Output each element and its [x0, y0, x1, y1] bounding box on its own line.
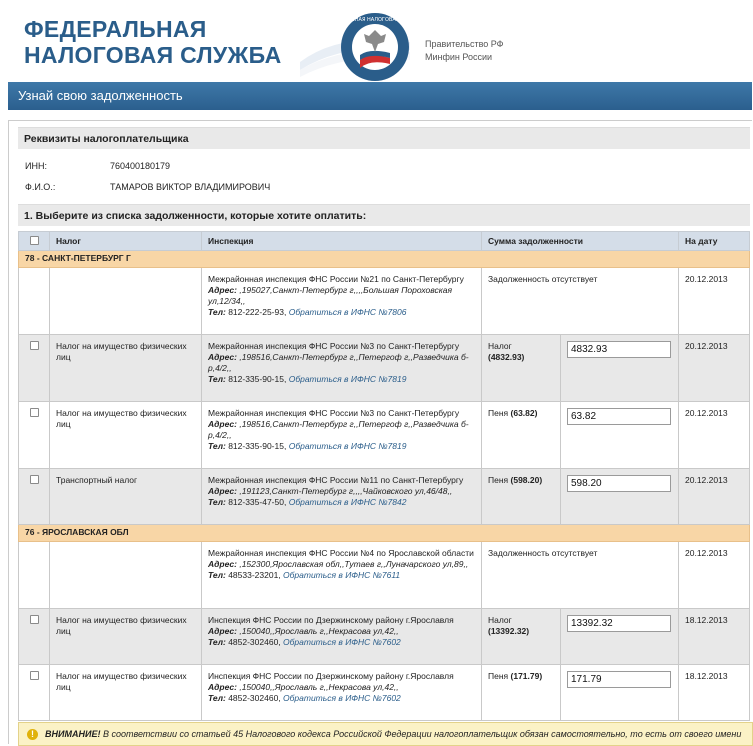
amount-type: Налог [488, 615, 512, 625]
tax-name: Налог на имущество физических лиц [50, 335, 202, 402]
gov-link-government[interactable]: Правительство РФ [425, 39, 504, 49]
phone-value: 4852-302460, [225, 693, 281, 703]
address-value: ,152300,Ярославская обл,,Тутаев г,,Луначарского ул,89,, [236, 559, 469, 569]
amount-input-cell [561, 335, 679, 402]
debt-date: 20.12.2013 [679, 469, 750, 525]
tax-name: Налог на имущество физических лиц [50, 609, 202, 665]
row-select-cell [19, 402, 50, 469]
debt-date: 20.12.2013 [679, 402, 750, 469]
phone-label: Тел: [208, 497, 226, 507]
no-debt-text: Задолженность отсутствует [482, 268, 679, 335]
row-checkbox[interactable] [30, 615, 39, 624]
debt-date: 18.12.2013 [679, 609, 750, 665]
inspection-name: Межрайонная инспекция ФНС России №11 по Санкт-Петербургу [208, 475, 464, 485]
debt-date: 20.12.2013 [679, 268, 750, 335]
row-select-cell [19, 335, 50, 402]
address-label: Адрес: [208, 352, 237, 362]
row-select-cell [19, 665, 50, 721]
region-name: 78 - САНКТ-ПЕТЕРБУРГ Г [19, 251, 750, 268]
amount-type-cell [482, 665, 561, 721]
gov-links [425, 38, 504, 64]
phone-value: 48533-23201, [225, 570, 281, 580]
logo-line-1: ФЕДЕРАЛЬНАЯ [24, 16, 207, 42]
contact-ifns-link[interactable]: Обратиться в ИФНС №7819 [288, 441, 407, 451]
phone-value: 4852-302460, [225, 637, 281, 647]
taxpayer-section-title: Реквизиты налогоплательщика [18, 127, 750, 149]
row-select-cell [19, 542, 50, 609]
debt-date: 20.12.2013 [679, 335, 750, 402]
amount-type: Пеня [488, 671, 509, 681]
col-tax[interactable]: Налог [50, 232, 202, 251]
address-value: ,198516,Санкт-Петербург г,,Петергоф г,,Разведчика б-р,4/2,, [208, 352, 469, 373]
tax-name [50, 542, 202, 609]
region-row [19, 251, 750, 268]
address-value: ,150040,,Ярославль г,,Некрасова ул,42,, [236, 682, 399, 692]
notice-bold: ВНИМАНИЕ! [45, 729, 101, 739]
inspection-cell [202, 268, 482, 335]
region-name: 76 - ЯРОСЛАВСКАЯ ОБЛ [19, 525, 750, 542]
amount-value: (13392.32) [488, 626, 530, 636]
warning-notice [18, 722, 753, 746]
row-checkbox[interactable] [30, 341, 39, 350]
inspection-cell [202, 609, 482, 665]
tax-name: Налог на имущество физических лиц [50, 402, 202, 469]
phone-label: Тел: [208, 307, 226, 317]
col-date[interactable]: На дату [679, 232, 750, 251]
page-title: Узнай свою задолженность [8, 82, 752, 110]
address-label: Адрес: [208, 559, 237, 569]
main-content [8, 120, 752, 744]
logo-line-2: НАЛОГОВАЯ СЛУЖБА [24, 42, 282, 68]
notice-text: В соответствии со статьей 45 Налогового кодекса Российской Федерации налогоплательщик обязан самостоятельно, то есть от своего имени [100, 729, 742, 739]
address-value: ,198516,Санкт-Петербург г,,Петергоф г,,Разведчика б-р,4/2,, [208, 419, 469, 440]
amount-type-cell [482, 335, 561, 402]
fns-emblem-icon[interactable] [326, 12, 424, 82]
inspection-name: Межрайонная инспекция ФНС России №3 по Санкт-Петербургу [208, 341, 460, 351]
table-row [19, 542, 750, 609]
contact-ifns-link[interactable]: Обратиться в ИФНС №7819 [288, 374, 407, 384]
inspection-cell [202, 402, 482, 469]
row-select-cell [19, 268, 50, 335]
contact-ifns-link[interactable]: Обратиться в ИФНС №7842 [288, 497, 407, 507]
phone-label: Тел: [208, 441, 226, 451]
table-row [19, 665, 750, 721]
row-select-cell [19, 469, 50, 525]
address-label: Адрес: [208, 682, 237, 692]
inspection-cell [202, 542, 482, 609]
amount-value: (63.82) [510, 408, 538, 418]
debts-section-title: 1. Выберите из списка задолженности, которые хотите оплатить: [18, 204, 750, 226]
site-header [0, 0, 752, 82]
address-label: Адрес: [208, 419, 237, 429]
phone-label: Тел: [208, 374, 226, 384]
table-header-row [19, 232, 750, 251]
phone-label: Тел: [208, 693, 226, 703]
amount-value: (171.79) [510, 671, 543, 681]
address-value: ,195027,Санкт-Петербург г,,,,Большая Пороховская ул,12/34,, [208, 285, 453, 306]
address-value: ,150040,,Ярославль г,,Некрасова ул,42,, [236, 626, 399, 636]
table-row [19, 268, 750, 335]
tax-name: Транспортный налог [50, 469, 202, 525]
amount-type: Пеня [488, 475, 509, 485]
inspection-name: Инспекция ФНС России по Дзержинскому району г.Ярославля [208, 671, 454, 681]
amount-type: Налог [488, 341, 512, 351]
address-label: Адрес: [208, 285, 237, 295]
inspection-name: Межрайонная инспекция ФНС России №4 по Ярославской области [208, 548, 474, 558]
phone-value: 812-222-25-93, [225, 307, 287, 317]
phone-value: 812-335-90-15, [225, 441, 287, 451]
row-select-cell [19, 609, 50, 665]
col-inspection[interactable]: Инспекция [202, 232, 482, 251]
gov-link-minfin[interactable]: Минфин России [425, 52, 493, 62]
amount-type-cell [482, 469, 561, 525]
emblem-text: ФЕДЕРАЛЬНАЯ НАЛОГОВАЯ СЛУЖБА [326, 17, 424, 23]
inspection-cell [202, 469, 482, 525]
debt-date: 20.12.2013 [679, 542, 750, 609]
table-row [19, 402, 750, 469]
phone-label: Тел: [208, 570, 226, 580]
row-checkbox[interactable] [30, 475, 39, 484]
inspection-name: Межрайонная инспекция ФНС России №21 по Санкт-Петербургу [208, 274, 464, 284]
inn-value: 760400180179 [110, 161, 171, 171]
payment-amount-input[interactable]: 171.79 [567, 671, 671, 688]
contact-ifns-link[interactable]: Обратиться в ИФНС №7602 [283, 693, 401, 703]
debt-date: 18.12.2013 [679, 665, 750, 721]
inspection-cell [202, 665, 482, 721]
address-label: Адрес: [208, 626, 237, 636]
amount-input-cell [561, 469, 679, 525]
amount-value: (598.20) [510, 475, 543, 485]
table-row [19, 335, 750, 402]
amount-value: (4832.93) [488, 352, 525, 362]
contact-ifns-link[interactable]: Обратиться в ИФНС №7602 [283, 637, 401, 647]
table-row [19, 609, 750, 665]
col-amount[interactable]: Сумма задолженности [482, 232, 679, 251]
select-all-checkbox[interactable] [30, 236, 39, 245]
debts-table [18, 231, 750, 721]
amount-type-cell [482, 609, 561, 665]
amount-input-cell [561, 665, 679, 721]
inspection-name: Межрайонная инспекция ФНС России №3 по Санкт-Петербургу [208, 408, 460, 418]
amount-type: Пеня [488, 408, 509, 418]
phone-label: Тел: [208, 637, 226, 647]
amount-input-cell [561, 609, 679, 665]
payment-amount-input[interactable]: 63.82 [567, 408, 671, 425]
payment-amount-input[interactable]: 13392.32 [567, 615, 671, 632]
contact-ifns-link[interactable]: Обратиться в ИФНС №7611 [283, 570, 401, 580]
warning-icon: ! [27, 729, 38, 740]
tax-name [50, 268, 202, 335]
no-debt-text: Задолженность отсутствует [482, 542, 679, 609]
address-label: Адрес: [208, 486, 237, 496]
inn-label: ИНН: [25, 161, 47, 171]
amount-type-cell [482, 402, 561, 469]
fio-value: ТАМАРОВ ВИКТОР ВЛАДИМИРОВИЧ [110, 182, 271, 192]
fio-label: Ф.И.О.: [25, 182, 56, 192]
payment-amount-input[interactable]: 4832.93 [567, 341, 671, 358]
select-all-cell [19, 232, 50, 251]
region-row [19, 525, 750, 542]
amount-input-cell [561, 402, 679, 469]
inspection-name: Инспекция ФНС России по Дзержинскому району г.Ярославля [208, 615, 454, 625]
tax-name: Налог на имущество физических лиц [50, 665, 202, 721]
address-value: ,191123,Санкт-Петербург г,,,,Чайковского ул,46/48,, [236, 486, 453, 496]
row-checkbox[interactable] [30, 671, 39, 680]
contact-ifns-link[interactable]: Обратиться в ИФНС №7806 [288, 307, 407, 317]
payment-amount-input[interactable]: 598.20 [567, 475, 671, 492]
row-checkbox[interactable] [30, 408, 39, 417]
site-logo[interactable] [24, 16, 282, 68]
phone-value: 812-335-90-15, [225, 374, 287, 384]
phone-value: 812-335-47-50, [225, 497, 287, 507]
table-row [19, 469, 750, 525]
inspection-cell [202, 335, 482, 402]
